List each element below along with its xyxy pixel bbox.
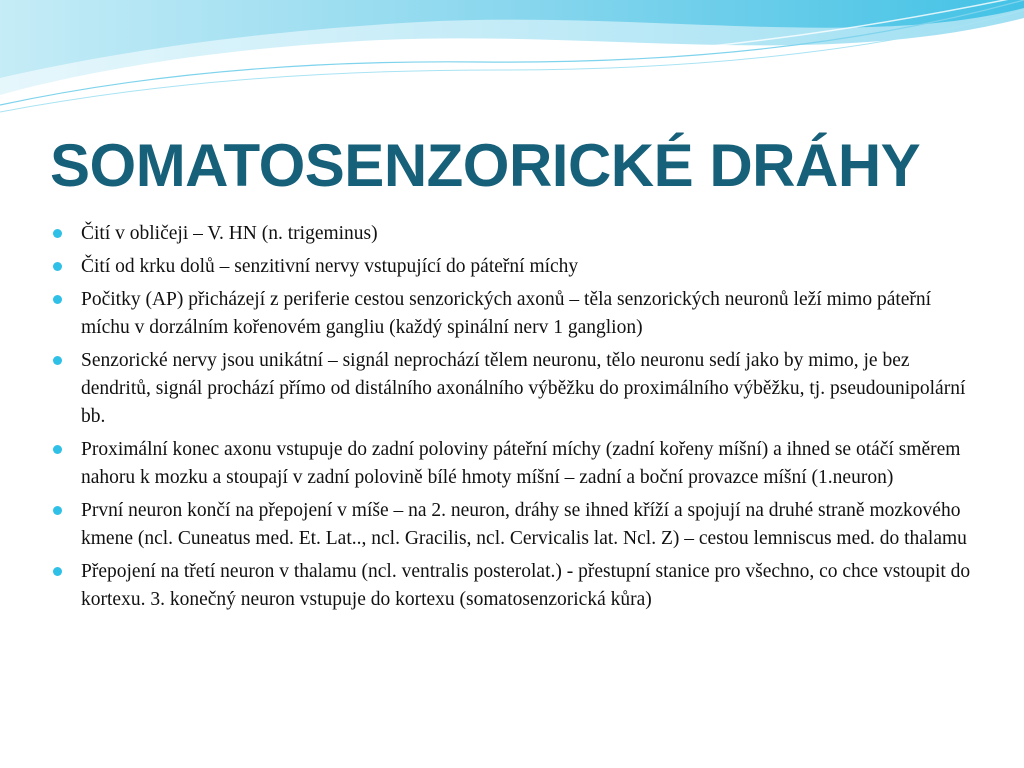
bullet-text: Čití v obličeji – V. HN (n. trigeminus) bbox=[81, 223, 378, 244]
bullet-text: Senzorické nervy jsou unikátní – signál neprochází tělem neuronu, tělo neuronu sedí jako by mimo, je bez dendritů, signál prochází přímo od distálního axonálního výběžku do proximálního výběžku, tj. pseudounipolární bb. bbox=[81, 350, 966, 427]
bullet-text: První neuron končí na přepojení v míše – na 2. neuron, dráhy se ihned kříží a spojují na druhé straně mozkového kmene (ncl. Cuneatus med. Et. Lat.., ncl. Gracilis, ncl. Cervicalis lat. Ncl. Z) – cestou lemniscus med. do thalamu bbox=[81, 500, 967, 549]
list-item bbox=[53, 436, 973, 492]
bullet-text: Počitky (AP) přicházejí z periferie cestou senzorických axonů – těla senzorických neuronů leží mimo páteřní míchu v dorzálním kořenovém gangliu (každý spinální nerv 1 ganglion) bbox=[81, 289, 932, 338]
bullet-dot-icon bbox=[53, 436, 81, 464]
bullet-text: Čití od krku dolů – senzitivní nervy vstupující do páteřní míchy bbox=[81, 256, 579, 277]
bullet-dot-icon bbox=[53, 497, 81, 525]
header-wave-decoration bbox=[0, 0, 1024, 130]
bullet-list bbox=[53, 220, 973, 619]
bullet-dot-icon bbox=[53, 286, 81, 314]
list-item bbox=[53, 347, 973, 431]
bullet-text: Přepojení na třetí neuron v thalamu (ncl. ventralis posterolat.) - přestupní stanice pro všechno, co chce vstoupit do kortexu. 3. konečný neuron vstupuje do kortexu (somatosenzorická kůra) bbox=[81, 561, 971, 610]
bullet-text: Proximální konec axonu vstupuje do zadní poloviny páteřní míchy (zadní kořeny míšní) a ihned se otáčí směrem nahoru k mozku a stoupají v zadní polovině bílé hmoty míšní – zadní a boční provazce míšní (1.neuron) bbox=[81, 439, 961, 488]
list-item bbox=[53, 220, 973, 248]
slide-title: SOMATOSENZORICKÉ DRÁHY bbox=[50, 132, 921, 199]
bullet-dot-icon bbox=[53, 347, 81, 375]
list-item bbox=[53, 286, 973, 342]
bullet-dot-icon bbox=[53, 220, 81, 248]
bullet-dot-icon bbox=[53, 558, 81, 586]
list-item bbox=[53, 253, 973, 281]
list-item bbox=[53, 558, 973, 614]
bullet-dot-icon bbox=[53, 253, 81, 281]
list-item bbox=[53, 497, 973, 553]
